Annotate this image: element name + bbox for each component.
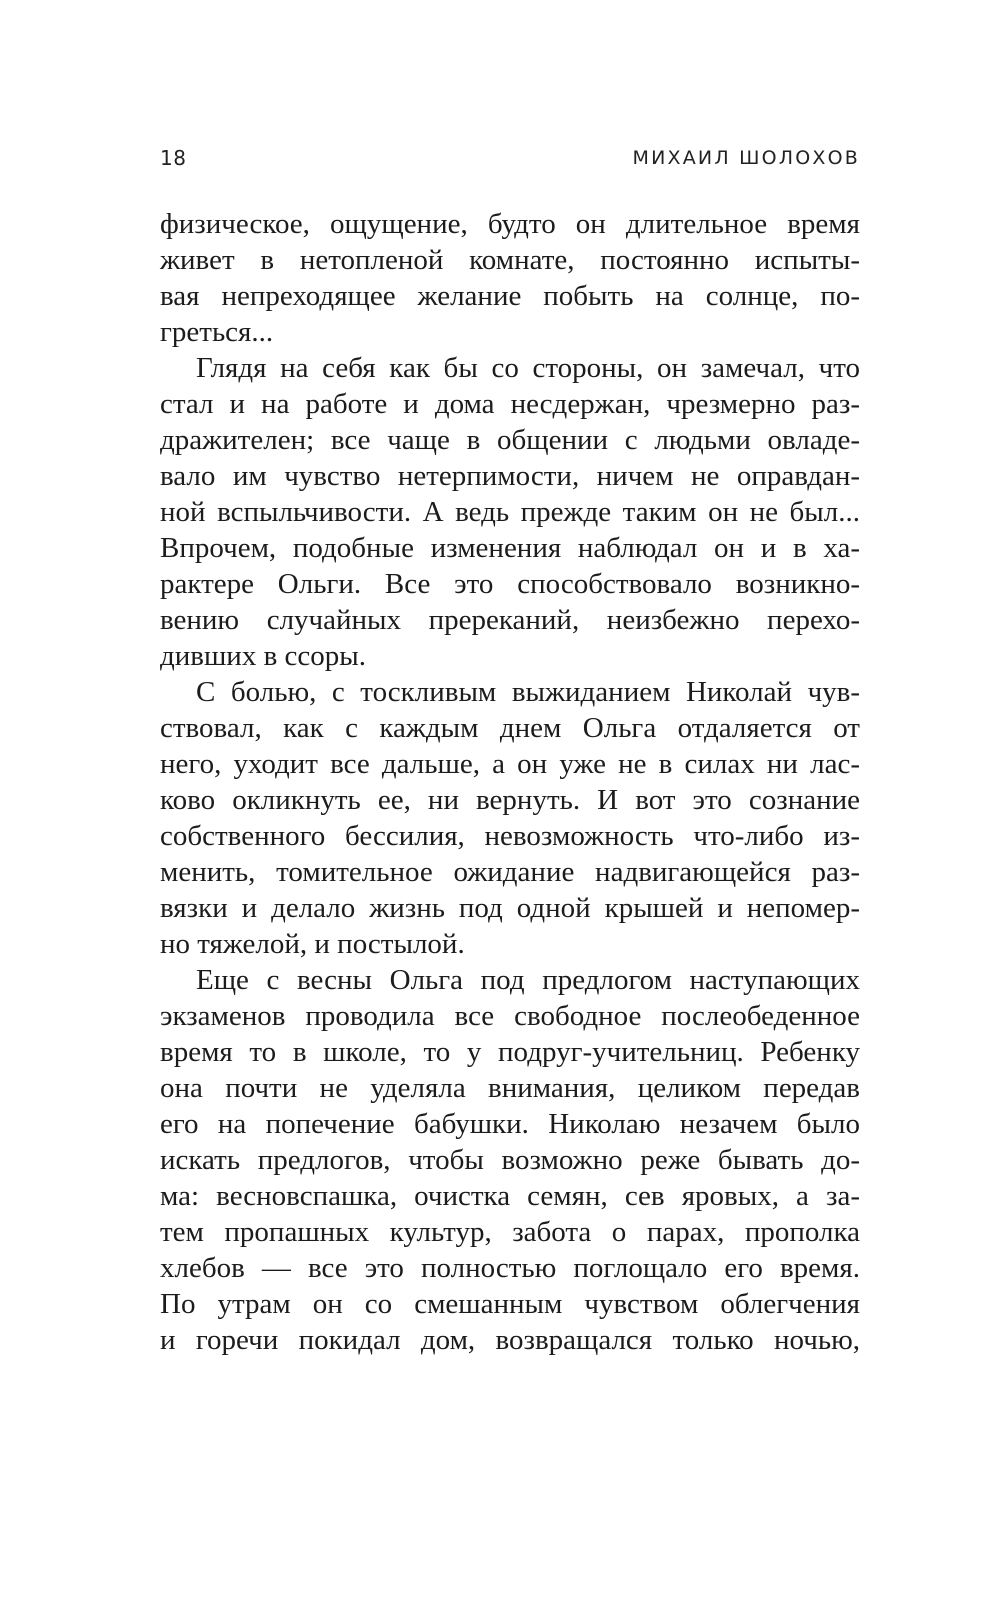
text-line: и горечи покидал дом, возвращался только ночью, [160, 1324, 860, 1356]
text-line: экзаменов проводила все свободное послеобеденное [160, 1000, 860, 1032]
text-line: ма: весновспашка, очистка семян, сев яровых, а за- [160, 1180, 860, 1212]
text-line: хлебов — все это полностью поглощало его время. [160, 1252, 860, 1284]
running-header [160, 146, 860, 176]
text-line: дражителен; все чаще в общении с людьми овладе- [160, 424, 860, 456]
text-line: По утрам он со смешанным чувством облегчения [160, 1288, 860, 1320]
text-line: дивших в ссоры. [160, 640, 366, 672]
text-line: рактере Ольги. Все это способствовало возникно- [160, 568, 860, 600]
text-line: физическое, ощущение, будто он длительное время [160, 208, 860, 240]
text-line: время то в школе, то у подруг-учительниц. Ребенку [160, 1036, 860, 1068]
text-line: живет в нетопленой комнате, постоянно испыты- [160, 244, 860, 276]
text-line: тем пропашных культур, забота о парах, прополка [160, 1216, 860, 1248]
text-line: Впрочем, подобные изменения наблюдал он и в ха- [160, 532, 860, 564]
text-line: вая непреходящее желание побыть на солнце, по- [160, 280, 860, 312]
running-title: МИХАИЛ ШОЛОХОВ [632, 147, 860, 169]
body-text [160, 206, 860, 1358]
text-line: искать предлогов, чтобы возможно реже бывать до- [160, 1144, 860, 1176]
text-line: собственного бессилия, невозможность что-либо из- [160, 820, 860, 852]
text-line: С болью, с тоскливым выжиданием Николай чув- [196, 676, 860, 708]
text-line: менить, томительное ожидание надвигающейся раз- [160, 856, 860, 888]
text-line: Глядя на себя как бы со стороны, он замечал, что [196, 352, 860, 384]
text-line: вало им чувство нетерпимости, ничем не оправдан- [160, 460, 860, 492]
page-number: 18 [160, 146, 187, 170]
text-line: ствовал, как с каждым днем Ольга отдаляется от [160, 712, 860, 744]
text-line: его на попечение бабушки. Николаю незачем было [160, 1108, 860, 1140]
text-line: вению случайных пререканий, неизбежно перехо- [160, 604, 860, 636]
text-line: греться... [160, 316, 274, 348]
text-line: она почти не уделяла внимания, целиком передав [160, 1072, 860, 1104]
text-line: вязки и делало жизнь под одной крышей и непомер- [160, 892, 860, 924]
text-line: ной вспыльчивости. А ведь прежде таким он не был... [160, 496, 860, 528]
text-line: стал и на работе и дома несдержан, чрезмерно раз- [160, 388, 860, 420]
text-line: ково окликнуть ее, ни вернуть. И вот это сознание [160, 784, 860, 816]
text-line: него, уходит все дальше, а он уже не в силах ни лас- [160, 748, 860, 780]
text-line: но тяжелой, и постылой. [160, 928, 465, 960]
text-line: Еще с весны Ольга под предлогом наступающих [196, 964, 860, 996]
